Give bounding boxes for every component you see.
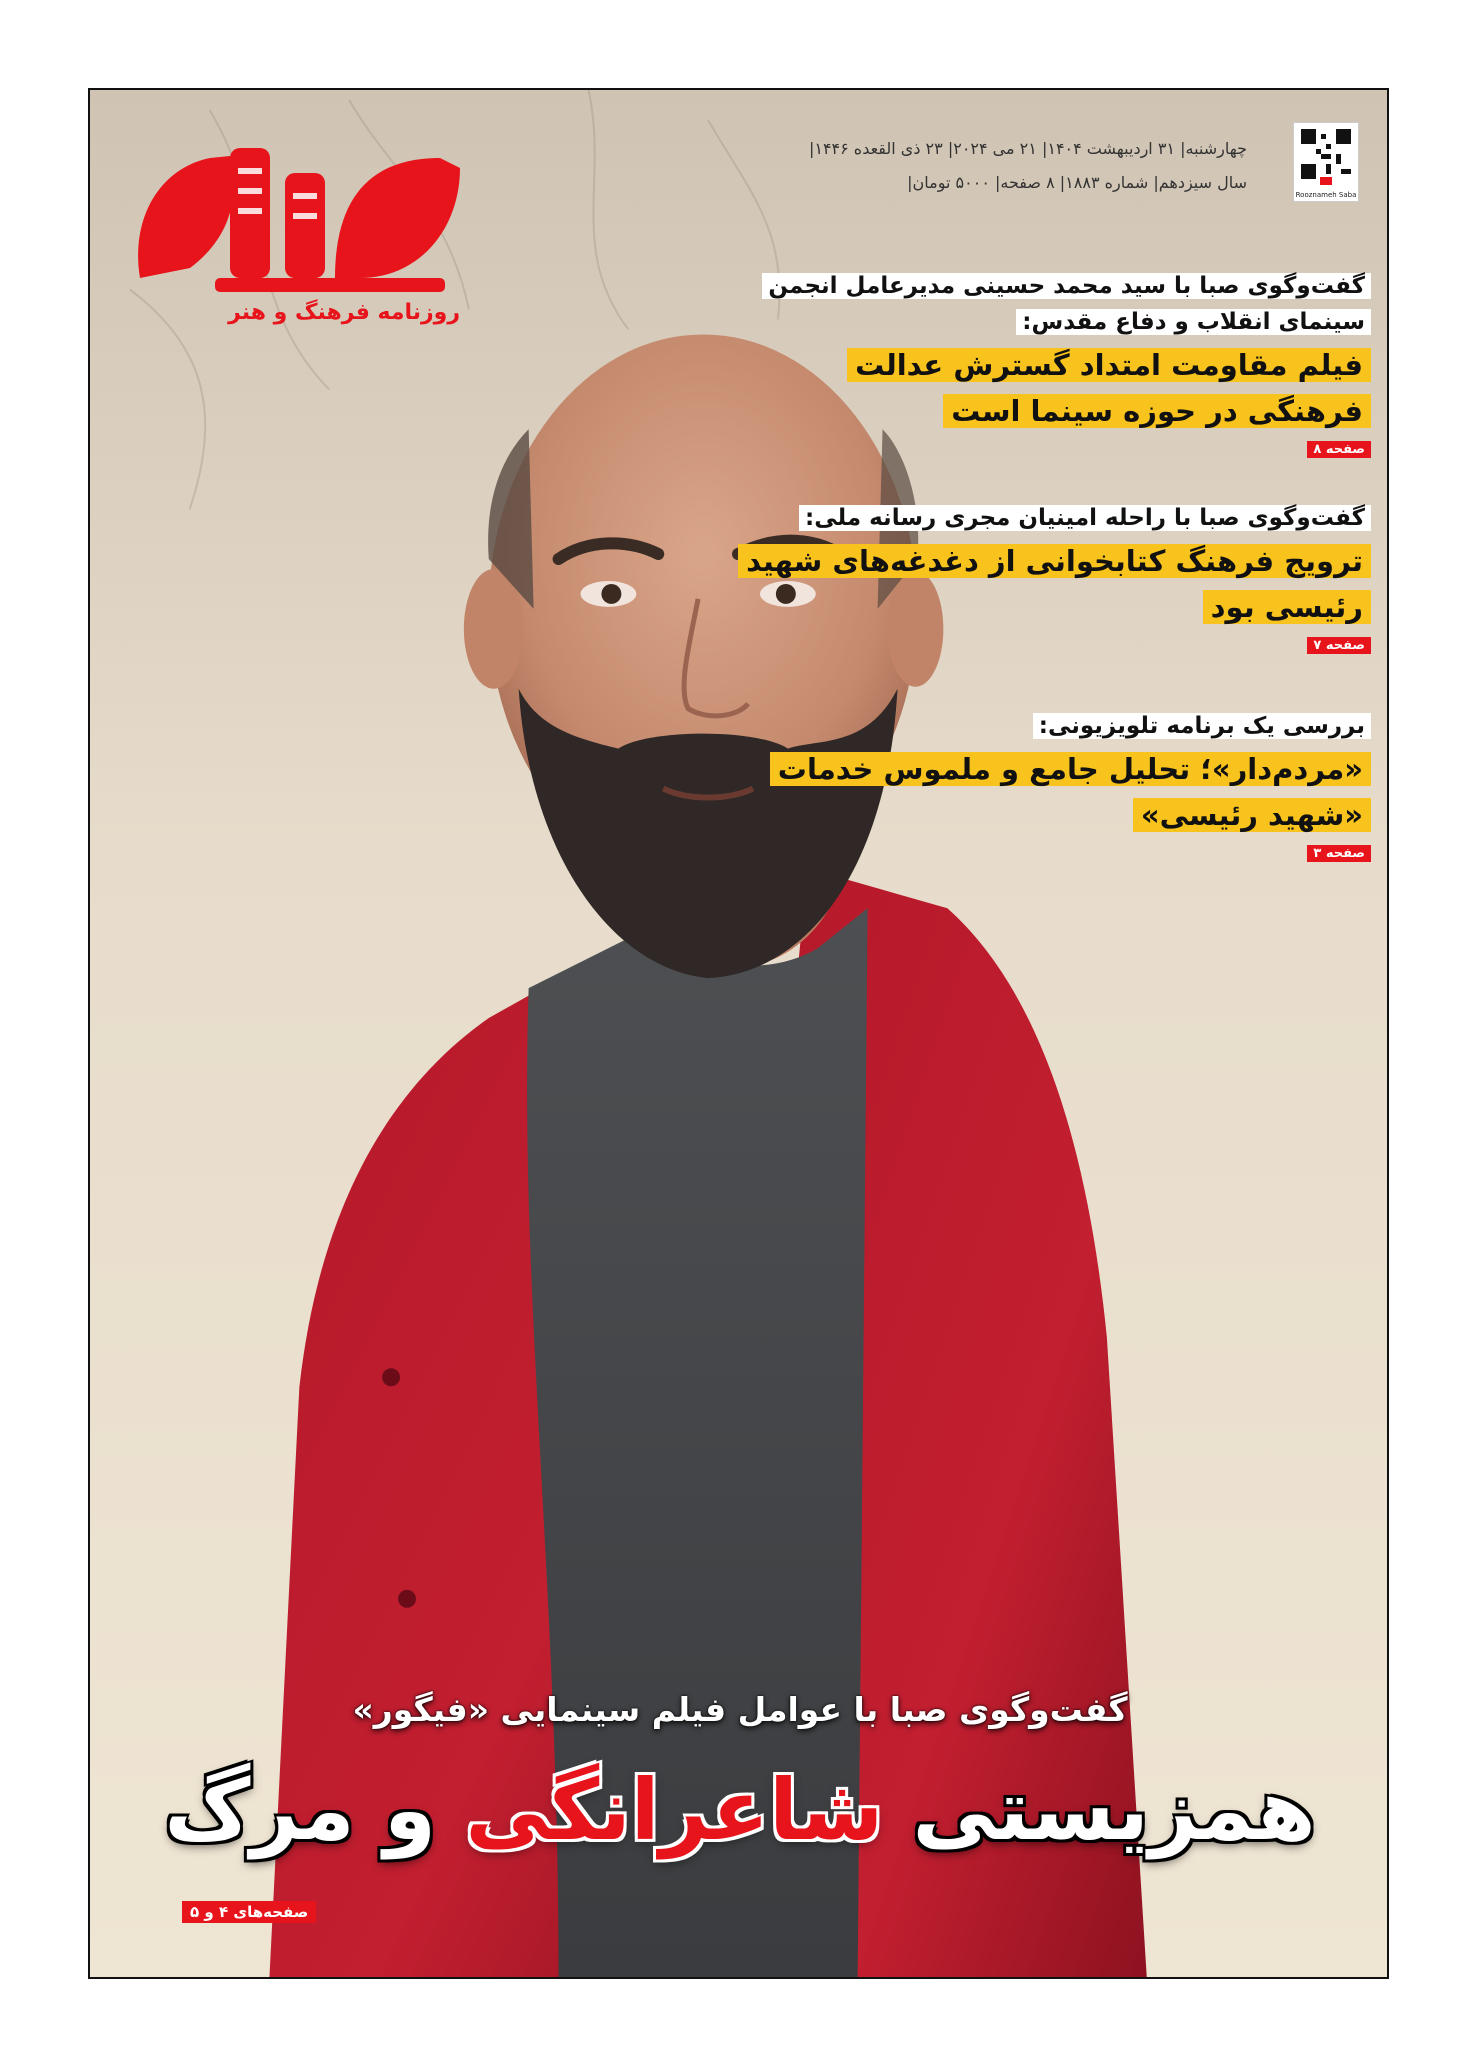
- story-2-kicker: گفت‌وگوی صبا با راحله امینیان مجری رسانه ملی:: [731, 500, 1371, 536]
- story-2-headline: ترویج فرهنگ کتابخوانی از دغدغه‌های شهید رئیسی بود: [731, 538, 1371, 630]
- qr-code-icon: [1301, 129, 1351, 179]
- dateline: [647, 132, 1247, 200]
- main-story-kicker[interactable]: گفت‌وگوی صبا با عوامل فیلم سینمایی «فیگور»: [352, 1690, 1128, 1729]
- qr-label: Rooznameh Saba: [1295, 191, 1357, 199]
- story-1[interactable]: [731, 268, 1371, 457]
- story-2[interactable]: [731, 500, 1371, 653]
- masthead-logo: [120, 128, 470, 328]
- dateline-date: چهارشنبه| ۳۱ اردیبهشت ۱۴۰۴| ۲۱ می ۲۰۲۴| ۲۳ ذی القعده ۱۴۴۶|: [808, 139, 1247, 158]
- story-3[interactable]: [731, 708, 1371, 861]
- story-1-headline: فیلم مقاومت امتداد گسترش عدالت فرهنگی در حوزه سینما است: [731, 342, 1371, 434]
- main-story-pages: صفحه‌های ۴ و ۵: [182, 1902, 316, 1921]
- story-3-page: صفحه ۳: [731, 842, 1371, 861]
- main-headline-part1: همزیستی: [912, 1761, 1316, 1859]
- main-headline-part2: شاعرانگی: [465, 1761, 884, 1859]
- saba-logo-icon: [120, 128, 470, 298]
- book-icon: [1320, 177, 1332, 185]
- main-headline-part3: و مرگ: [164, 1761, 437, 1859]
- masthead-subtitle: روزنامه فرهنگ و هنر: [228, 300, 460, 325]
- story-3-kicker: بررسی یک برنامه تلویزیونی:: [731, 708, 1371, 744]
- story-1-page: صفحه ۸: [731, 438, 1371, 457]
- dateline-issue: سال سیزدهم| شماره ۱۸۸۳| ۸ صفحه| ۵۰۰۰ تومان|: [907, 173, 1247, 192]
- story-2-page: صفحه ۷: [731, 634, 1371, 653]
- story-3-headline: «مردم‌دار»؛ تحلیل جامع و ملموس خدمات «شهید رئیسی»: [731, 746, 1371, 838]
- newspaper-front-page: [88, 88, 1389, 1979]
- story-1-kicker: گفت‌وگوی صبا با سید محمد حسینی مدیرعامل انجمن سینمای انقلاب و دفاع مقدس:: [731, 268, 1371, 340]
- qr-code: [1293, 122, 1359, 202]
- main-story-headline[interactable]: [150, 1755, 1330, 1865]
